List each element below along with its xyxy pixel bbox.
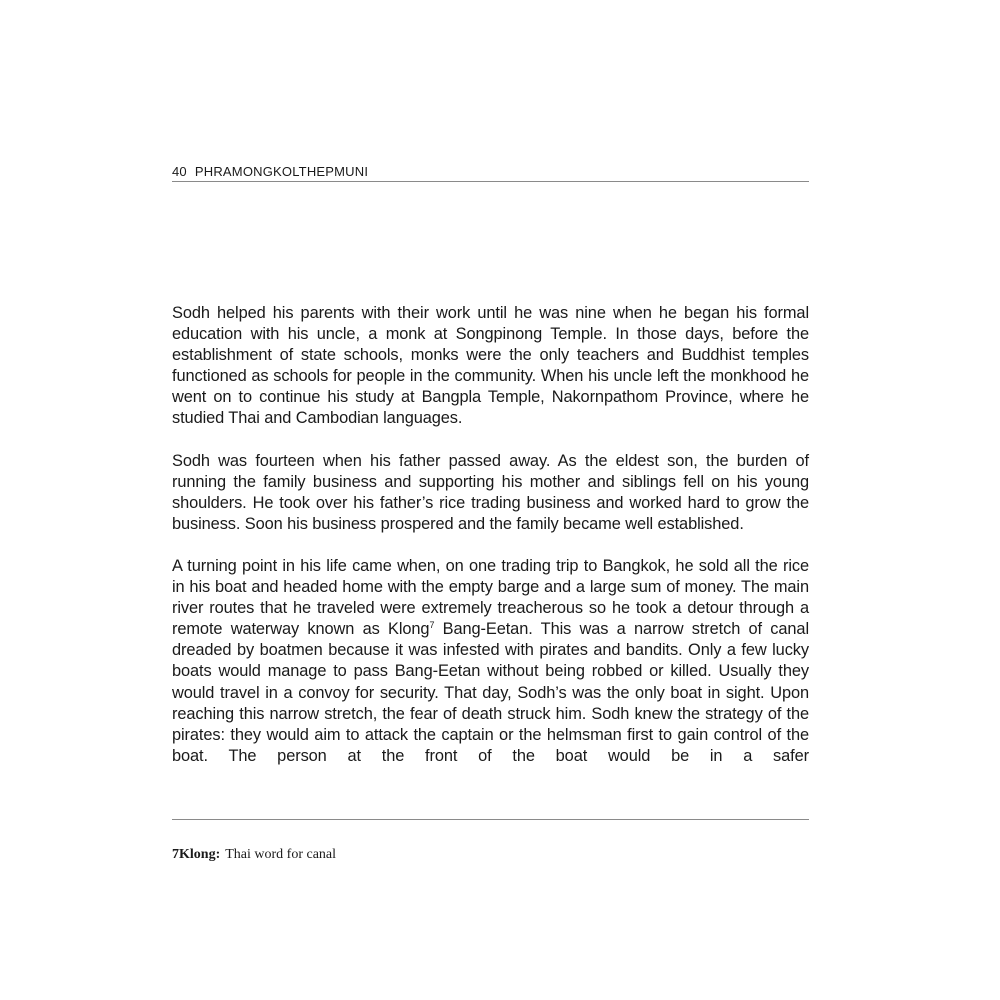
footnote — [172, 846, 809, 864]
body-text — [172, 303, 809, 788]
paragraph-2: Sodh was fourteen when his father passed away. As the eldest son, the burden of running the family business and supporting his mother and siblings fell on his young shoulders. He took over his father’s rice trading business and worked hard to grow the business. Soon his business prospered and the family became well established. — [172, 451, 809, 533]
footnote-reference: 7 — [429, 620, 435, 631]
running-header — [172, 164, 809, 182]
paragraph-3 — [172, 556, 809, 767]
footnote-term: 7Klong: — [172, 847, 221, 862]
footnote-divider — [172, 819, 809, 820]
running-title: PHRAMONGKOLTHEPMUNI — [194, 164, 369, 179]
paragraph-1: Sodh helped his parents with their work until he was nine when he began his formal education with his uncle, a monk at Songpinong Temple. In those days, before the establishment of state schools, monks were the only teachers and Buddhist temples functioned as schools for people in the community. When his uncle left the monkhood he went on to continue his study at Bangpla Temple, Nakornpathom Province, where he studied Thai and Cambodian languages. — [172, 304, 809, 428]
paragraph-3-text-before-note: A turning point in his life came when, on one trading trip to Bangkok, he sold all the rice in his boat and headed home with the empty barge and a large sum of money. The main river routes that he traveled were extremely treacherous so he took a detour through a remote waterway known as Klong — [172, 556, 809, 639]
footnote-definition: Thai word for canal — [225, 847, 337, 862]
page-number: 40 — [172, 164, 187, 179]
paragraph-3-text-after-note: Bang-Eetan. This was a narrow stretch of canal dreaded by boatmen because it was infested with pirates and bandits. Only a few lucky boats would manage to pass Bang-Eetan without being robbed or killed. Usually they would travel in a convoy for security. That day, Sodh’s was the only boat in sight. Upon reaching this narrow stretch, the fear of death struck him. Sodh knew the strategy of the pirates: they would aim to attack the captain or the helmsman first to gain control of the boat. The person at the front of the boat would be in a safer — [172, 620, 809, 765]
